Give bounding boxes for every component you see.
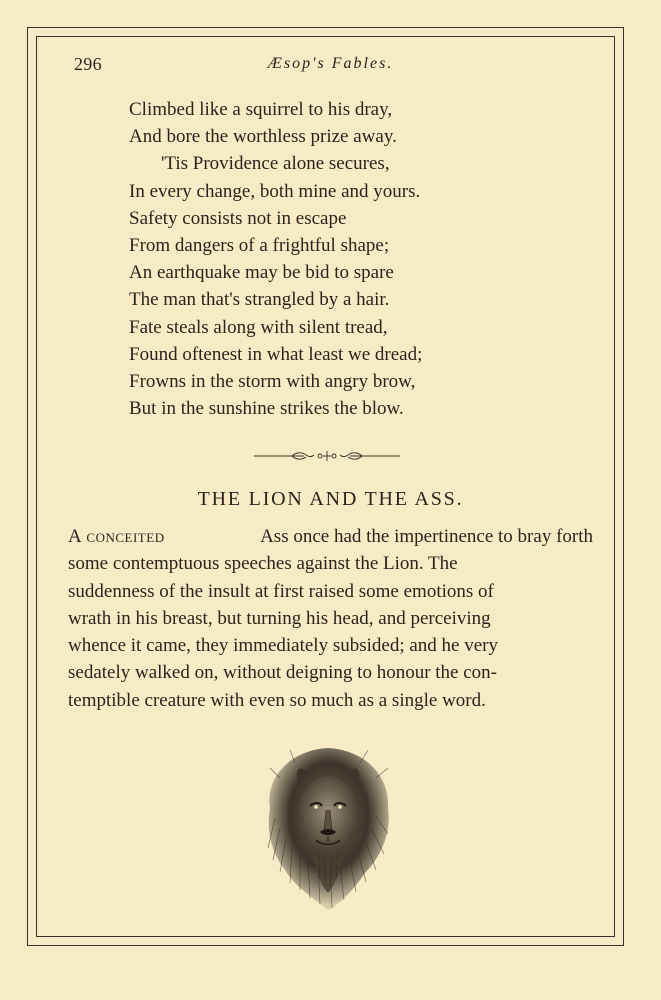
verse-line: And bore the worthless prize away. (129, 126, 397, 148)
fable-line-text: wrath in his breast, but turning his head, and perceiving (68, 607, 491, 629)
fable-line-text: some contemptuous speeches against the Lion. The (68, 553, 458, 575)
fable-line-text: temptible creature with even so much as a single word. (68, 689, 486, 711)
verse-line: An earthquake may be bid to spare (129, 262, 394, 284)
fable-line (68, 550, 593, 577)
verse-line: From dangers of a frightful shape; (129, 234, 390, 256)
fable-line (68, 659, 593, 686)
page-header (72, 54, 589, 78)
verse-line: Found oftenest in what least we dread; (129, 343, 423, 365)
verse-line: Safety consists not in escape (129, 207, 347, 229)
verse-line: Fate steals along with silent tread, (129, 316, 388, 338)
opening-words: A conceited (68, 526, 165, 547)
fable-line-text: suddenness of the insult at first raised some emotions of (68, 580, 494, 602)
verse-line: Frowns in the storm with angry brow, (129, 370, 416, 392)
fable-line-text: sedately walked on, without deigning to honour the con- (68, 662, 497, 684)
verse-block (129, 96, 589, 422)
fable-title: THE LION AND THE ASS. (197, 488, 464, 510)
running-head: Æsop's Fables. (267, 55, 394, 72)
fable-line-text: Ass once had the impertinence to bray forth (260, 526, 593, 547)
lion-head-engraving (240, 738, 415, 913)
verse-line: In every change, both mine and yours. (129, 180, 421, 202)
section-divider-ornament (252, 448, 402, 464)
fable-line (68, 605, 593, 632)
page-number: 296 (74, 54, 102, 74)
fable-line (68, 632, 593, 659)
verse-line: Climbed like a squirrel to his dray, (129, 99, 393, 120)
fable-body (68, 523, 593, 714)
fable-line-text: whence it came, they immediately subsided; and he very (68, 635, 498, 657)
verse-line: But in the sunshine strikes the blow. (129, 398, 404, 420)
verse-line: 'Tis Providence alone secures, (161, 153, 390, 175)
fable-line (68, 687, 593, 714)
verse-line: The man that's strangled by a hair. (129, 289, 390, 311)
fable-line (68, 523, 593, 550)
fable-line (68, 578, 593, 605)
